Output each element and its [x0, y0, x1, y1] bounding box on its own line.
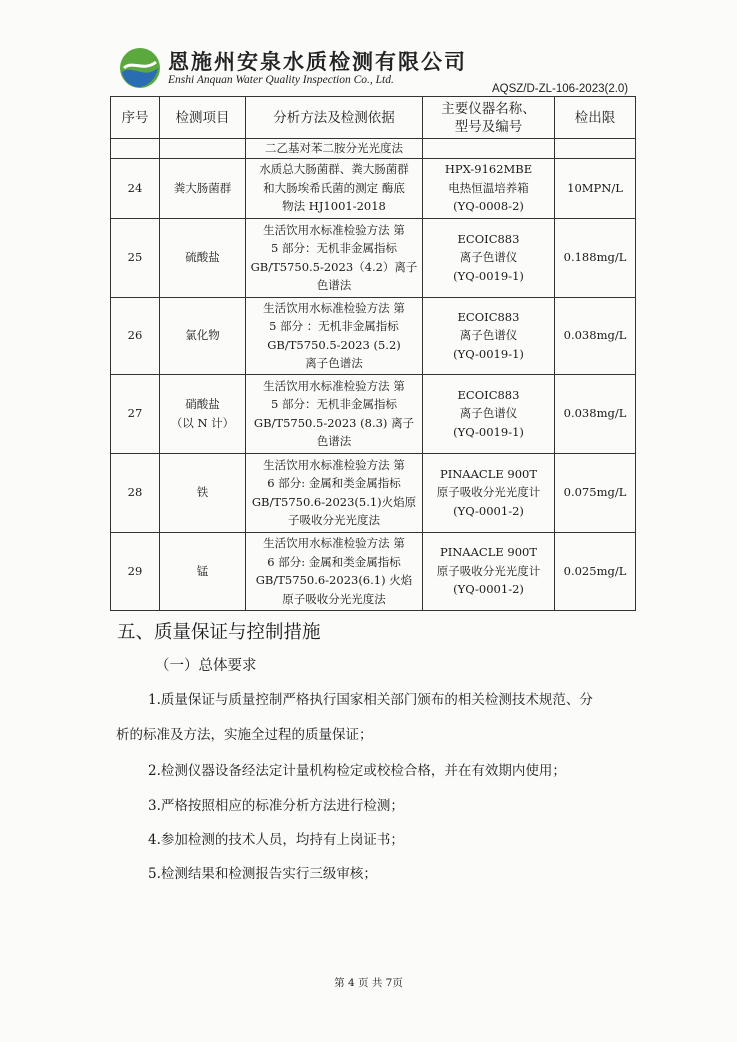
row-item: 氯化物: [160, 297, 246, 374]
row-limit: 0.038mg/L: [555, 297, 636, 374]
row-item: 硫酸盐: [160, 218, 246, 297]
row-method: 生活饮用水标准检验方法 第 5 部分：无机非金属指标 GB/T5750.5-2023（4.2）离子 色谱法: [246, 218, 423, 297]
row-item: 粪大肠菌群: [160, 158, 246, 218]
row-limit: 0.188mg/L: [555, 218, 636, 297]
paragraph-1-line-2: 析的标准及方法，实施全过程的质量保证；: [116, 727, 373, 743]
table-row: [111, 158, 636, 218]
row-instrument: ECOIC883 离子色谱仪 (YQ-0019-1): [423, 297, 555, 374]
row-method: 水质总大肠菌群、粪大肠菌群 和大肠埃希氏菌的测定 酶底 物法 HJ1001-2018: [246, 158, 423, 218]
company-name-cn: 恩施州安泉水质检测有限公司: [168, 49, 467, 74]
row-limit: 0.038mg/L: [555, 374, 636, 453]
row-number: 25: [111, 218, 160, 297]
paragraph-2: 2.检测仪器设备经法定计量机构检定或校检合格，并在有效期内使用；: [148, 763, 566, 779]
methods-table: [110, 96, 636, 611]
row-limit: 0.075mg/L: [555, 453, 636, 532]
row-method: 生活饮用水标准检验方法 第 6 部分: 金属和类金属指标 GB/T5750.6-2023(5.1)火焰原 子吸收分光光度法: [246, 453, 423, 532]
row-item: 锰: [160, 532, 246, 610]
paragraph-4: 4.参加检测的技术人员，均持有上岗证书；: [148, 832, 404, 848]
header-index: 序号: [111, 97, 160, 139]
row-instrument: HPX-9162MBE 电热恒温培养箱 (YQ-0008-2): [423, 158, 555, 218]
header-method: 分析方法及检测依据: [246, 97, 423, 139]
row-instrument: ECOIC883 离子色谱仪 (YQ-0019-1): [423, 218, 555, 297]
row-limit: 0.025mg/L: [555, 532, 636, 610]
header-item: 检测项目: [160, 97, 246, 139]
row-instrument: PINAACLE 900T 原子吸收分光光度计 (YQ-0001-2): [423, 532, 555, 610]
row-number: 29: [111, 532, 160, 610]
row-limit: 10MPN/L: [555, 158, 636, 218]
row-method: 生活饮用水标准检验方法 第 6 部分: 金属和类金属指标 GB/T5750.6-2023(6.1) 火焰 原子吸收分光光度法: [246, 532, 423, 610]
row-method: 生活饮用水标准检验方法 第 5 部分 ：无机非金属指标 GB/T5750.5-2023 (5.2) 离子色谱法: [246, 297, 423, 374]
header-limit: 检出限: [555, 97, 636, 139]
continuation-method: 二乙基对苯二胺分光光度法: [246, 139, 423, 159]
table-row: [111, 139, 636, 159]
table-row: [111, 374, 636, 453]
table-row: [111, 297, 636, 374]
section-title: 五、质量保证与控制措施: [117, 622, 321, 643]
row-item: 硝酸盐 （以 N 计）: [160, 374, 246, 453]
paragraph-1-line-1: 1.质量保证与质量控制严格执行国家相关部门颁布的相关检测技术规范、分: [148, 692, 593, 708]
row-item: 铁: [160, 453, 246, 532]
table-header-row: [111, 97, 636, 139]
row-number: 24: [111, 158, 160, 218]
page-number: 第 4 页 共 7页: [334, 977, 403, 989]
company-logo-icon: [118, 46, 162, 90]
section-subtitle: （一）总体要求: [155, 658, 257, 674]
table-row: [111, 218, 636, 297]
document-code: AQSZ/D-ZL-106-2023(2.0): [492, 83, 629, 95]
row-number: 27: [111, 374, 160, 453]
row-instrument: PINAACLE 900T 原子吸收分光光度计 (YQ-0001-2): [423, 453, 555, 532]
company-logo: [118, 44, 467, 92]
table-row: [111, 453, 636, 532]
paragraph-3: 3.严格按照相应的标准分析方法进行检测；: [148, 798, 404, 814]
table-row: [111, 532, 636, 610]
header-instrument: 主要仪器名称、 型号及编号: [423, 97, 555, 139]
row-instrument: ECOIC883 离子色谱仪 (YQ-0019-1): [423, 374, 555, 453]
company-name-en: Enshi Anquan Water Quality Inspection Co., Ltd.: [168, 74, 394, 86]
row-method: 生活饮用水标准检验方法 第 5 部分：无机非金属指标 GB/T5750.5-2023 (8.3) 离子 色谱法: [246, 374, 423, 453]
row-number: 28: [111, 453, 160, 532]
paragraph-5: 5.检测结果和检测报告实行三级审核；: [148, 866, 377, 882]
row-number: 26: [111, 297, 160, 374]
